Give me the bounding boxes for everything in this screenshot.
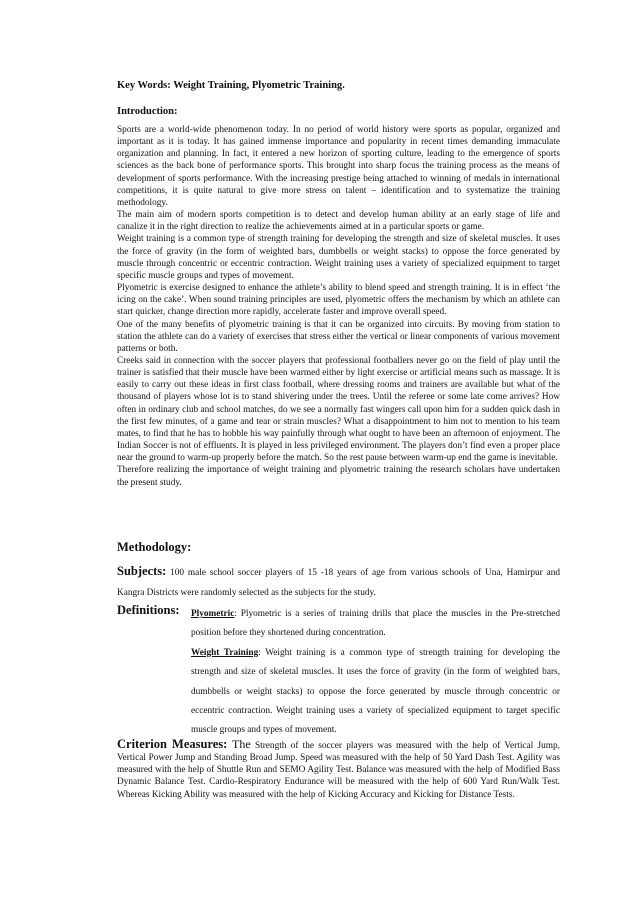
keywords-line: Key Words: Weight Training, Plyometric Training. xyxy=(117,80,345,91)
criterion-text: Strength of the soccer players was measured with the help of Vertical Jump, Vertical Power Jump and Standing Broad Jump. Speed was measured with the help of 50 Yard Dash Test. Agility was measured with the help of Shuttle Run and SEMO Agility Test. Balance was measured with the help of Modified Bass Dynamic Balance Test. Cardio-Respiratory Endurance will be measured with the help of 600 Yard Run/Walk Test. Whereas Kicking Ability was measured with the help of Kicking Accuracy and Kicking for Distance Tests. xyxy=(117,741,560,800)
plyometric-text: : Plyometric is a series of training drills that place the muscles in the Pre-stretched position before they shortened during concentration. xyxy=(191,609,560,639)
weight-training-term: Weight Training xyxy=(191,647,259,658)
intro-paragraph: Plyometric is exercise designed to enhance the athlete’s ability to blend speed and strength training. It is in effect ‘the icing on the cake’. When sound training principles are used, plyometric offers the mechanism by which an athlete can start quicker, change direction more rapidly, accelerate faster and improve overall speed. xyxy=(117,283,560,318)
intro-paragraph: Weight training is a common type of strength training for developing the strength and size of skeletal muscles. It uses the force of gravity (in the form of weighted bars, dumbbells or weight stacks) to oppose the force generated by muscle through concentric or eccentric contraction. Weight training uses a variety of specialized equipment to target specific muscle groups and types of movement. xyxy=(117,234,560,281)
criterion-label: Criterion Measures: xyxy=(117,737,228,751)
introduction-body xyxy=(117,124,560,489)
definition-plyometric xyxy=(191,605,560,644)
subjects-text: 100 male school soccer players of 15 -18 years of age from various schools of Una, Hamirpur and Kangra Districts were randomly selected as the subjects for the study. xyxy=(117,568,560,598)
plyometric-term: Plyometric xyxy=(191,609,235,619)
subjects-paragraph xyxy=(117,561,560,603)
definition-weight-training xyxy=(191,644,560,741)
criterion-the: The xyxy=(227,737,251,751)
intro-paragraph: Creeks said in connection with the soccer players that professional footballers never go on the field of play until the trainer is satisfied that their muscle have been warmed either by light exercise or artificial means such as massage. It is easily to carry out these ideas in first class football, where dressing rooms and trainers are available but what of the thousand of players whose lot is to stand shivering under the trees. Until the referee or some late come arrives? How often in ordinary club and school matches, do we see a normally fast wingers call upon him for a sudden quick dash in the first few minutes, of a game and tear or strain muscles? What a disappointment to him not to mention to his team mates, to find that he has to hobble his way painfully through what ought to have been an afternoon of enjoyment. The Indian Soccer is not of effluents. It is played in less privileged environment. The players don’t find even a proper place near the ground to warm-up properly before the match. So the rest pause between warm-up end the game is inevitable. xyxy=(117,355,560,464)
weight-training-text: : Weight training is a common type of strength training for developing the strength and size of skeletal muscles. It uses the force of gravity (in the form of weighted bars, dumbbells or weight stacks) to oppose the force generated by muscle through concentric or eccentric contraction. Weight training uses a variety of specialized equipment to target specific muscle groups and types of movement. xyxy=(191,647,560,736)
methodology-heading: Methodology: xyxy=(117,540,192,554)
intro-paragraph: One of the many benefits of plyometric training is that it can be organized into circuits. By moving from station to station the athlete can do a variety of exercises that stress either the vertical or linear components of various movement patterns or both. xyxy=(117,319,560,354)
criterion-measures-paragraph xyxy=(117,738,560,801)
intro-paragraph: The main aim of modern sports competition is to detect and develop human ability at an early stage of life and canalize it in the right direction to realize the achievements aimed at in a particular sports or game. xyxy=(117,210,560,233)
introduction-heading: Introduction: xyxy=(117,106,178,117)
intro-paragraph: Sports are a world-wide phenomenon today. In no period of world history were sports as popular, organized and important as it is today. It has gained immense importance and popularity in recent times demanding immaculate organization and planning. In fact, it entered a new horizon of sporting culture, leading to the emergence of sports sciences as the back bone of performance sports. This brought into sharp focus the training process as the means of development of sports performance. With the increasing prestige being attached to winning of medals in international competitions, it is quite natural to give more stress on talent – identification and to systematize the training methodology. xyxy=(117,125,560,208)
definitions-body xyxy=(191,605,560,741)
subjects-label: Subjects: xyxy=(117,564,167,578)
intro-paragraph: Therefore realizing the importance of weight training and plyometric training the research scholars have undertaken the present study. xyxy=(117,465,560,488)
definitions-label: Definitions: xyxy=(117,603,180,617)
